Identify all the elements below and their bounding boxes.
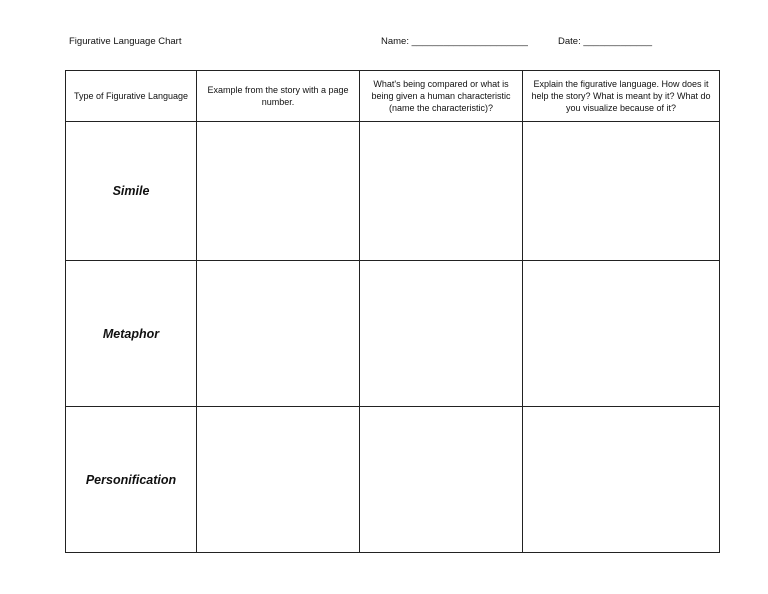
example-cell[interactable] (197, 122, 360, 261)
example-cell[interactable] (197, 407, 360, 553)
explanation-cell[interactable] (523, 407, 720, 553)
compared-cell[interactable] (360, 122, 523, 261)
column-header-type: Type of Figurative Language (66, 71, 197, 122)
name-field[interactable]: Name: ______________________ (381, 36, 528, 47)
compared-cell[interactable] (360, 261, 523, 407)
figurative-language-table (65, 70, 720, 553)
column-header-compared: What's being compared or what is being given a human characteristic (name the characteristic)? (360, 71, 523, 122)
explanation-cell[interactable] (523, 261, 720, 407)
worksheet-title: Figurative Language Chart (69, 36, 182, 47)
compared-cell[interactable] (360, 407, 523, 553)
table-header-row (66, 71, 720, 122)
row-label-metaphor: Metaphor (66, 261, 197, 407)
row-label-personification: Personification (66, 407, 197, 553)
table-row (66, 122, 720, 261)
example-cell[interactable] (197, 261, 360, 407)
explanation-cell[interactable] (523, 122, 720, 261)
column-header-explanation: Explain the figurative language. How does it help the story? What is meant by it? What do you visualize because of it? (523, 71, 720, 122)
table-row (66, 261, 720, 407)
worksheet-header (0, 36, 768, 50)
column-header-example: Example from the story with a page number. (197, 71, 360, 122)
row-label-simile: Simile (66, 122, 197, 261)
table-row (66, 407, 720, 553)
date-field[interactable]: Date: _____________ (558, 36, 653, 47)
